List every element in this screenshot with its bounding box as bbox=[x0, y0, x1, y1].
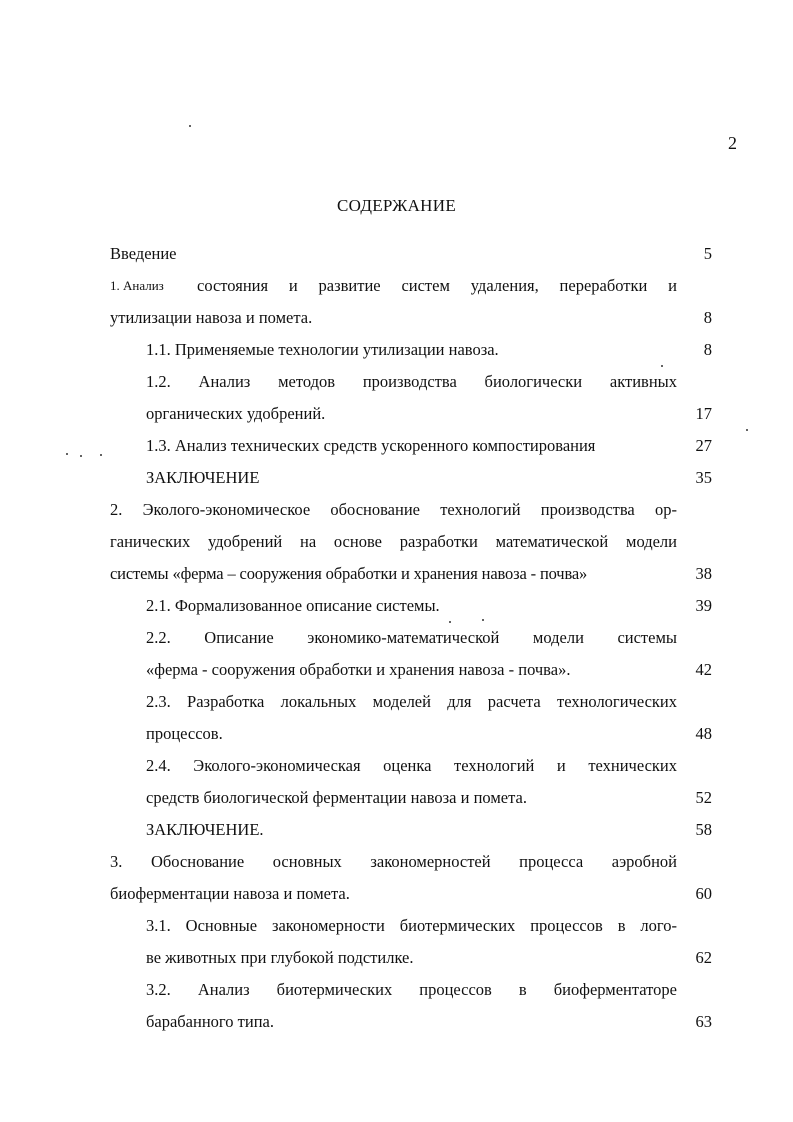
toc-entry-chapter-1-cont bbox=[110, 302, 710, 334]
toc-entry-text: 3. Обоснование основных закономерностей процесса аэробной bbox=[110, 852, 677, 871]
scan-speck bbox=[80, 455, 82, 457]
toc-entry-2-2-cont bbox=[110, 654, 710, 686]
toc-entry-text: барабанного типа. bbox=[146, 1012, 274, 1031]
toc-entry-text: ЗАКЛЮЧЕНИЕ bbox=[146, 468, 260, 487]
toc-entry-3-1 bbox=[110, 910, 710, 942]
toc-entry-text: системы «ферма – сооружения обработки и хранения навоза - почва» bbox=[110, 564, 588, 583]
toc-entry-page: 52 bbox=[695, 788, 712, 807]
scan-speck bbox=[661, 365, 663, 367]
toc-entry-text: 3.2. Анализ биотермических процессов в биоферментаторе bbox=[146, 980, 677, 999]
toc-entry-2-4-cont bbox=[110, 782, 710, 814]
toc-entry-text: 1.3. Анализ технических средств ускоренного компостирования bbox=[146, 436, 596, 455]
scan-speck bbox=[449, 621, 451, 623]
scan-speck bbox=[189, 125, 191, 127]
toc-entry-text: средств биологической ферментации навоза и помета. bbox=[146, 788, 527, 807]
toc-entry-text: 1.1. Применяемые технологии утилизации навоза. bbox=[146, 340, 499, 359]
toc-entry-page: 60 bbox=[695, 884, 712, 903]
scan-speck bbox=[100, 454, 102, 456]
toc-entry-page: 39 bbox=[695, 596, 712, 615]
toc-entry-chapter-2-cont2 bbox=[110, 558, 710, 590]
toc-entry-page: 35 bbox=[695, 468, 712, 487]
toc-entry-text: ганических удобрений на основе разработки математической модели bbox=[110, 532, 677, 551]
toc-entry-page: 8 bbox=[703, 340, 712, 359]
toc-entry-chapter-2-cont bbox=[110, 526, 710, 558]
toc-entry-text: 2.2. Описание экономико-математической модели системы bbox=[146, 628, 677, 647]
toc-entry-text: Введение bbox=[110, 244, 177, 263]
toc-entry-text: органических удобрений. bbox=[146, 404, 326, 423]
toc-entry-chapter-1 bbox=[110, 270, 677, 302]
toc-title: СОДЕРЖАНИЕ bbox=[336, 196, 457, 215]
toc-entry-2-2 bbox=[110, 622, 710, 654]
toc-entry-chapter-3 bbox=[110, 846, 710, 878]
toc-entry-1-2-cont bbox=[110, 398, 710, 430]
toc-entry-page: 5 bbox=[703, 244, 712, 263]
toc-entry-text: 2.1. Формализованное описание системы. bbox=[146, 596, 440, 615]
toc-entry-text: биоферментации навоза и помета. bbox=[110, 884, 350, 903]
toc-entry-3-2 bbox=[110, 974, 710, 1006]
toc-entry-text: процессов. bbox=[146, 724, 223, 743]
toc-entry-introduction bbox=[110, 238, 710, 270]
toc-entry-conclusion-1 bbox=[110, 462, 710, 494]
toc-entry-page: 17 bbox=[695, 404, 712, 423]
toc-entry-text: 2.4. Эколого-экономическая оценка технологий и технических bbox=[146, 756, 677, 775]
toc-entry-page: 27 bbox=[695, 436, 712, 455]
toc-entry-page: 8 bbox=[703, 308, 712, 327]
toc-entry-1-1 bbox=[110, 334, 710, 366]
toc-entry-text: 3.1. Основные закономерности биотермических процессов в лого- bbox=[146, 916, 677, 935]
toc-entry-text: состояния и развитие систем удаления, переработки и bbox=[197, 276, 677, 295]
toc-entry-chapter-3-cont bbox=[110, 878, 710, 910]
toc-entry-text: ЗАКЛЮЧЕНИЕ. bbox=[146, 820, 264, 839]
toc-entry-chapter-2 bbox=[110, 494, 710, 526]
scan-speck bbox=[746, 429, 748, 431]
toc-entry-page: 42 bbox=[695, 660, 712, 679]
toc-entry-lead: 1. Анализ bbox=[110, 278, 164, 293]
page-number: 2 bbox=[728, 133, 737, 153]
toc-entry-1-3 bbox=[110, 430, 710, 462]
toc-entry-2-3-cont bbox=[110, 718, 710, 750]
toc-entry-text: «ферма - сооружения обработки и хранения навоза - почва». bbox=[146, 660, 571, 679]
toc-entry-3-2-cont bbox=[110, 1006, 710, 1038]
toc-entry-2-4 bbox=[110, 750, 710, 782]
scan-speck bbox=[482, 619, 484, 621]
toc-entry-2-3 bbox=[110, 686, 710, 718]
toc-entry-text: 2. Эколого-экономическое обоснование технологий производства ор- bbox=[110, 500, 677, 519]
toc-entry-conclusion-2 bbox=[110, 814, 710, 846]
toc-entry-page: 38 bbox=[695, 564, 712, 583]
toc-entry-text: 2.3. Разработка локальных моделей для расчета технологических bbox=[146, 692, 677, 711]
toc-entry-page: 62 bbox=[695, 948, 712, 967]
toc-entry-text: 1.2. Анализ методов производства биологически активных bbox=[146, 372, 677, 391]
toc-entry-text: утилизации навоза и помета. bbox=[110, 308, 313, 327]
scan-speck bbox=[66, 453, 68, 455]
toc-entry-page: 48 bbox=[695, 724, 712, 743]
toc-entry-page: 58 bbox=[695, 820, 712, 839]
toc-entry-2-1 bbox=[110, 590, 710, 622]
toc-entry-1-2 bbox=[110, 366, 710, 398]
toc-entry-text: ве животных при глубокой подстилке. bbox=[146, 948, 414, 967]
toc-entry-3-1-cont bbox=[110, 942, 710, 974]
toc-entry-text bbox=[110, 270, 677, 302]
toc-entry-page: 63 bbox=[695, 1012, 712, 1031]
